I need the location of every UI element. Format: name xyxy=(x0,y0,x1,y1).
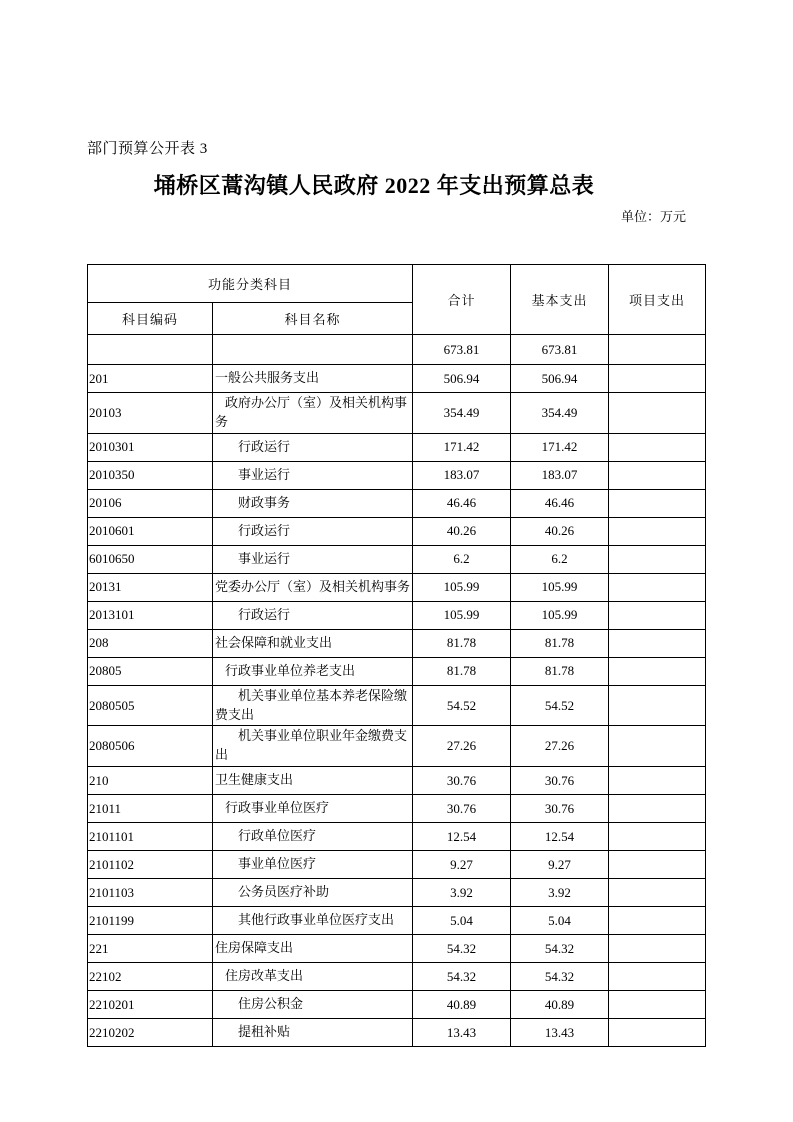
subject-name-cell xyxy=(213,335,413,365)
subject-name-cell: 机关事业单位职业年金缴费支出 xyxy=(213,726,413,767)
subject-name-cell: 社会保障和就业支出 xyxy=(213,629,413,657)
basic-value-cell: 46.46 xyxy=(511,489,609,517)
table-row xyxy=(88,489,706,517)
table-row xyxy=(88,851,706,879)
basic-value-cell: 81.78 xyxy=(511,629,609,657)
subject-code-cell: 21011 xyxy=(88,795,213,823)
subject-code-cell: 2080506 xyxy=(88,726,213,767)
total-value-cell: 105.99 xyxy=(413,601,511,629)
subject-code-cell: 2210201 xyxy=(88,991,213,1019)
total-value-cell: 40.26 xyxy=(413,517,511,545)
total-value-cell: 183.07 xyxy=(413,461,511,489)
basic-value-cell: 54.52 xyxy=(511,685,609,726)
header-total: 合计 xyxy=(413,265,511,335)
subject-code-cell: 2101102 xyxy=(88,851,213,879)
basic-value-cell: 27.26 xyxy=(511,726,609,767)
project-value-cell xyxy=(609,393,706,434)
basic-value-cell: 30.76 xyxy=(511,767,609,795)
header-project-expenditure: 项目支出 xyxy=(609,265,706,335)
subject-name-cell: 行政运行 xyxy=(213,601,413,629)
total-value-cell: 13.43 xyxy=(413,1019,511,1047)
subject-name-cell: 住房公积金 xyxy=(213,991,413,1019)
subject-code-cell: 20131 xyxy=(88,573,213,601)
header-functional-classification: 功能分类科目 xyxy=(88,265,413,303)
basic-value-cell: 171.42 xyxy=(511,433,609,461)
header-basic-expenditure: 基本支出 xyxy=(511,265,609,335)
basic-value-cell: 40.26 xyxy=(511,517,609,545)
total-value-cell: 30.76 xyxy=(413,767,511,795)
total-value-cell: 30.76 xyxy=(413,795,511,823)
basic-value-cell: 13.43 xyxy=(511,1019,609,1047)
basic-value-cell: 183.07 xyxy=(511,461,609,489)
subject-name-cell: 机关事业单位基本养老保险缴费支出 xyxy=(213,685,413,726)
table-row xyxy=(88,657,706,685)
subject-code-cell: 221 xyxy=(88,935,213,963)
basic-value-cell: 54.32 xyxy=(511,963,609,991)
total-value-cell: 54.32 xyxy=(413,935,511,963)
project-value-cell xyxy=(609,461,706,489)
project-value-cell xyxy=(609,991,706,1019)
project-value-cell xyxy=(609,629,706,657)
total-value-cell: 354.49 xyxy=(413,393,511,434)
project-value-cell xyxy=(609,365,706,393)
total-value-cell: 81.78 xyxy=(413,657,511,685)
subject-name-cell: 住房改革支出 xyxy=(213,963,413,991)
subject-code-cell: 2010601 xyxy=(88,517,213,545)
project-value-cell xyxy=(609,795,706,823)
subject-code-cell: 2101101 xyxy=(88,823,213,851)
subject-code-cell: 2210202 xyxy=(88,1019,213,1047)
project-value-cell xyxy=(609,685,706,726)
subject-name-cell: 卫生健康支出 xyxy=(213,767,413,795)
header-subject-code: 科目编码 xyxy=(88,303,213,335)
project-value-cell xyxy=(609,545,706,573)
subject-name-cell: 行政运行 xyxy=(213,433,413,461)
basic-value-cell: 40.89 xyxy=(511,991,609,1019)
subject-code-cell: 6010650 xyxy=(88,545,213,573)
subject-code-cell: 20106 xyxy=(88,489,213,517)
project-value-cell xyxy=(609,851,706,879)
subject-name-cell: 行政运行 xyxy=(213,517,413,545)
project-value-cell xyxy=(609,517,706,545)
basic-value-cell: 5.04 xyxy=(511,907,609,935)
subject-name-cell: 一般公共服务支出 xyxy=(213,365,413,393)
subject-code-cell: 20805 xyxy=(88,657,213,685)
table-row xyxy=(88,767,706,795)
table-row xyxy=(88,795,706,823)
basic-value-cell: 12.54 xyxy=(511,823,609,851)
total-value-cell: 54.52 xyxy=(413,685,511,726)
table-header-row-1 xyxy=(88,265,706,303)
page-title: 埇桥区蒿沟镇人民政府 2022 年支出预算总表 xyxy=(153,173,595,198)
project-value-cell xyxy=(609,335,706,365)
basic-value-cell: 354.49 xyxy=(511,393,609,434)
project-value-cell xyxy=(609,963,706,991)
table-row xyxy=(88,461,706,489)
subject-name-cell: 行政事业单位医疗 xyxy=(213,795,413,823)
table-row xyxy=(88,963,706,991)
table-row xyxy=(88,907,706,935)
subject-code-cell: 2010350 xyxy=(88,461,213,489)
project-value-cell xyxy=(609,879,706,907)
subject-name-cell: 提租补贴 xyxy=(213,1019,413,1047)
basic-value-cell: 30.76 xyxy=(511,795,609,823)
table-row xyxy=(88,879,706,907)
subject-name-cell: 财政事务 xyxy=(213,489,413,517)
table-row xyxy=(88,573,706,601)
project-value-cell xyxy=(609,433,706,461)
project-value-cell xyxy=(609,573,706,601)
table-row xyxy=(88,433,706,461)
basic-value-cell: 54.32 xyxy=(511,935,609,963)
total-value-cell: 5.04 xyxy=(413,907,511,935)
project-value-cell xyxy=(609,489,706,517)
total-value-cell: 3.92 xyxy=(413,879,511,907)
subject-name-cell: 事业运行 xyxy=(213,545,413,573)
total-value-cell: 506.94 xyxy=(413,365,511,393)
project-value-cell xyxy=(609,657,706,685)
basic-value-cell: 3.92 xyxy=(511,879,609,907)
subject-code-cell xyxy=(88,335,213,365)
table-row xyxy=(88,685,706,726)
subject-code-cell: 208 xyxy=(88,629,213,657)
subject-name-cell: 行政单位医疗 xyxy=(213,823,413,851)
total-value-cell: 171.42 xyxy=(413,433,511,461)
subject-code-cell: 2101103 xyxy=(88,879,213,907)
total-value-cell: 673.81 xyxy=(413,335,511,365)
table-row xyxy=(88,517,706,545)
basic-value-cell: 81.78 xyxy=(511,657,609,685)
basic-value-cell: 9.27 xyxy=(511,851,609,879)
total-value-cell: 27.26 xyxy=(413,726,511,767)
subject-name-cell: 公务员医疗补助 xyxy=(213,879,413,907)
subject-code-cell: 2010301 xyxy=(88,433,213,461)
subject-name-cell: 其他行政事业单位医疗支出 xyxy=(213,907,413,935)
subject-code-cell: 2080505 xyxy=(88,685,213,726)
total-value-cell: 105.99 xyxy=(413,573,511,601)
basic-value-cell: 105.99 xyxy=(511,573,609,601)
table-row xyxy=(88,1019,706,1047)
header-subject-name: 科目名称 xyxy=(213,303,413,335)
total-value-cell: 40.89 xyxy=(413,991,511,1019)
total-value-cell: 6.2 xyxy=(413,545,511,573)
table-row xyxy=(88,726,706,767)
subject-name-cell: 住房保障支出 xyxy=(213,935,413,963)
table-row xyxy=(88,935,706,963)
project-value-cell xyxy=(609,601,706,629)
doc-label: 部门预算公开表 3 xyxy=(87,141,208,157)
project-value-cell xyxy=(609,726,706,767)
table-row xyxy=(88,629,706,657)
subject-code-cell: 2101199 xyxy=(88,907,213,935)
table-row xyxy=(88,823,706,851)
basic-value-cell: 506.94 xyxy=(511,365,609,393)
subject-code-cell: 210 xyxy=(88,767,213,795)
basic-value-cell: 6.2 xyxy=(511,545,609,573)
project-value-cell xyxy=(609,767,706,795)
total-value-cell: 9.27 xyxy=(413,851,511,879)
total-value-cell: 12.54 xyxy=(413,823,511,851)
budget-table xyxy=(87,264,706,1047)
subject-name-cell: 事业运行 xyxy=(213,461,413,489)
subject-code-cell: 20103 xyxy=(88,393,213,434)
project-value-cell xyxy=(609,935,706,963)
table-row xyxy=(88,545,706,573)
table-row xyxy=(88,393,706,434)
subject-code-cell: 201 xyxy=(88,365,213,393)
basic-value-cell: 673.81 xyxy=(511,335,609,365)
subject-name-cell: 党委办公厅（室）及相关机构事务 xyxy=(213,573,413,601)
project-value-cell xyxy=(609,823,706,851)
total-value-cell: 46.46 xyxy=(413,489,511,517)
subject-name-cell: 事业单位医疗 xyxy=(213,851,413,879)
subject-code-cell: 22102 xyxy=(88,963,213,991)
total-value-cell: 54.32 xyxy=(413,963,511,991)
table-row xyxy=(88,991,706,1019)
table-row xyxy=(88,335,706,365)
table-row xyxy=(88,365,706,393)
table-row xyxy=(88,601,706,629)
subject-name-cell: 政府办公厅（室）及相关机构事务 xyxy=(213,393,413,434)
project-value-cell xyxy=(609,1019,706,1047)
unit-note: 单位：万元 xyxy=(620,209,686,224)
subject-code-cell: 2013101 xyxy=(88,601,213,629)
subject-name-cell: 行政事业单位养老支出 xyxy=(213,657,413,685)
total-value-cell: 81.78 xyxy=(413,629,511,657)
basic-value-cell: 105.99 xyxy=(511,601,609,629)
project-value-cell xyxy=(609,907,706,935)
